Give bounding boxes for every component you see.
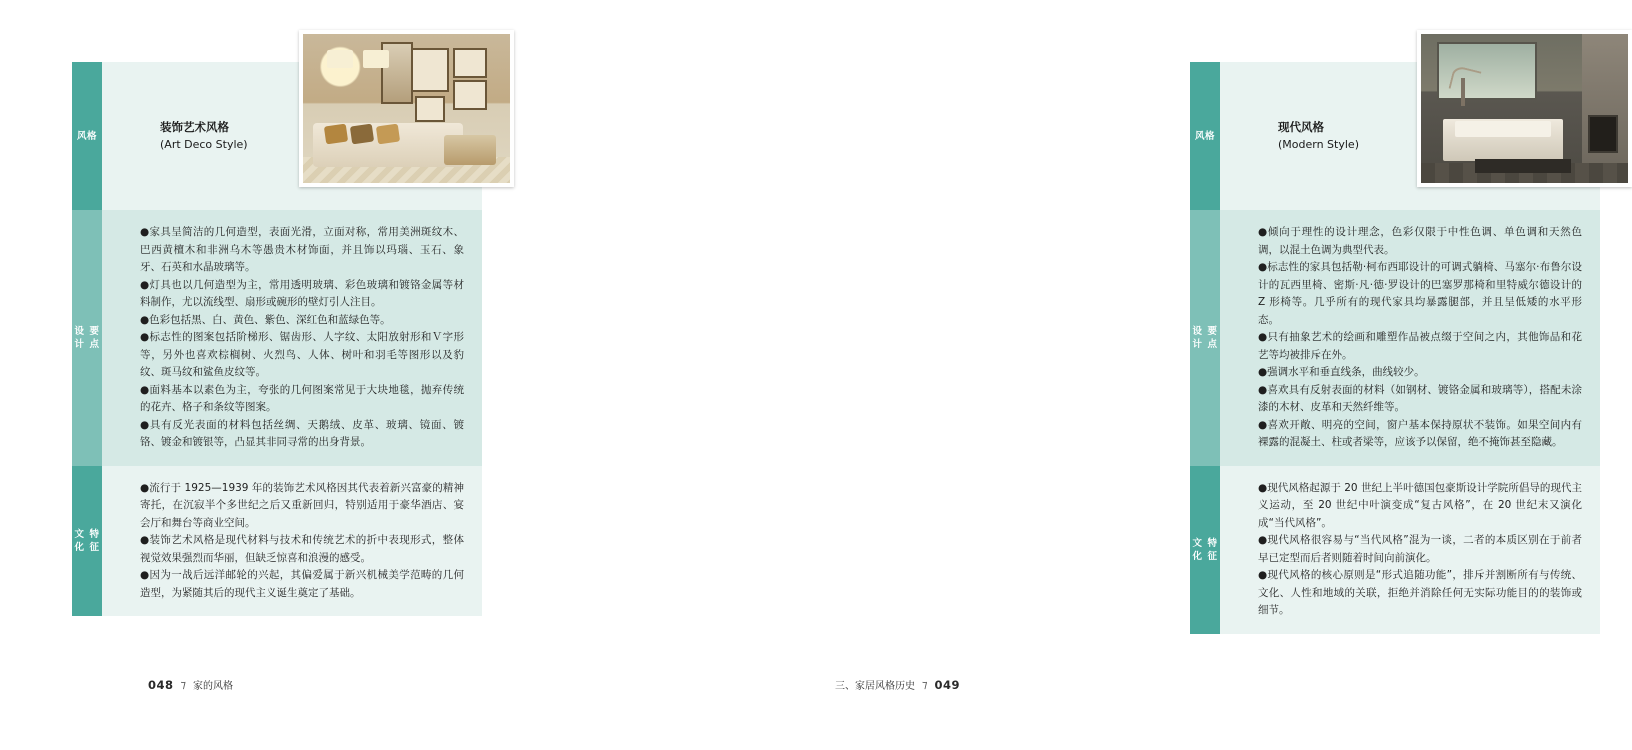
photo-lamp-shape (363, 50, 389, 68)
left-row-design (72, 210, 482, 466)
photo-frame-shape (453, 48, 487, 78)
paragraph: ●因为一战后远洋邮轮的兴起，其偏爱属于新兴机械美学范畴的几何造型，为紧随其后的现代主义诞生奠定了基础。 (140, 569, 464, 599)
right-page-number: 049 (934, 677, 960, 692)
photo-frame-shape (453, 80, 487, 110)
paragraph: ●色彩包括黑、白、黄色、紫色、深红色和蓝绿色等。 (140, 313, 391, 326)
photo-cushion-shape (350, 124, 374, 145)
right-style-table (1190, 62, 1600, 634)
paragraph: ●具有反光表面的材料包括丝绸、天鹅绒、皮革、玻璃、镜面、镀铬、镀金和镀银等，凸显其非同寻常的出身背景。 (140, 418, 464, 448)
paragraph: ●倾向于理性的设计理念，色彩仅限于中性色调、单色调和天然色调，以混土色调为典型代表。 (1258, 226, 1582, 256)
left-culture-paragraphs (102, 466, 482, 617)
photo-cushion-shape (376, 124, 400, 145)
left-style-title-en: (Art Deco Style) (160, 138, 248, 151)
paragraph: ●现代风格的核心原则是“形式追随功能”，排斥并割断所有与传统、文化、人性和地域的关联，拒绝并消除任何无实际功能目的的装饰或细节。 (1258, 569, 1582, 616)
right-row-design-label-line1: 设计 (1192, 325, 1203, 350)
paragraph: ●灯具也以几何造型为主，常用透明玻璃、彩色玻璃和镀铬金属等材料制作，尤以流线型、扇形或碗形的壁灯引人注目。 (140, 278, 464, 308)
right-row-design-label-line2: 要点 (1207, 325, 1218, 350)
footer-ornament-icon: ⁊ (180, 678, 186, 691)
paragraph: ●强调水平和垂直线条，曲线较少。 (1258, 366, 1425, 378)
right-row-style-label (1190, 62, 1220, 210)
paragraph: ●现代风格起源于 20 世纪上半叶德国包豪斯设计学院所倡导的现代主义运动，至 20 世纪中叶演变成“复古风格”，在 20 世纪末又演化成“当代风格”。 (1258, 481, 1582, 529)
left-row-design-content (102, 210, 482, 466)
modern-photo-art (1421, 34, 1628, 183)
modern-photo (1417, 30, 1632, 187)
right-row-culture-label-line2: 特征 (1207, 537, 1218, 562)
paragraph: ●装饰艺术风格是现代材料与技术和传统艺术的折中表现形式，整体视觉效果强烈而华丽，但缺乏惊喜和浪漫的感受。 (140, 534, 464, 564)
left-row-design-label-line2: 要点 (89, 325, 100, 350)
left-row-style-label-text: 风格 (76, 130, 97, 142)
right-style-title (1278, 118, 1359, 154)
left-row-culture-label-line2: 特征 (89, 528, 100, 553)
paragraph: ●面料基本以素色为主，夸张的几何图案常见于大块地毯，抛弃传统的花卉、格子和条纹等图案。 (140, 383, 464, 413)
paragraph: ●喜欢开敞、明亮的空间，窗户基本保持原状不装饰。如果空间内有裸露的混凝土、柱或者梁等，应该予以保留，绝不掩饰甚至隐藏。 (1258, 418, 1582, 448)
right-row-design-label (1190, 210, 1220, 466)
photo-frame-shape (415, 96, 445, 122)
photo-table-shape (444, 135, 496, 165)
left-style-table (72, 62, 482, 616)
paragraph: ●标志性的图案包括阶梯形、锯齿形、人字纹、太阳放射形和Ｖ字形等，另外也喜欢棕榈树、火烈鸟、人体、树叶和羽毛等图形以及豹纹、斑马纹和鲨鱼皮纹等。 (140, 331, 464, 378)
paragraph: ●流行于 1925—1939 年的装饰艺术风格因其代表着新兴富豪的精神寄托，在沉寂半个多世纪之后又重新回归，特别适用于豪华酒店、宴会厅和舞台等商业空间。 (140, 481, 464, 529)
photo-wall-shape (1582, 34, 1628, 183)
art-deco-photo (299, 30, 514, 187)
right-row-culture (1190, 466, 1600, 634)
photo-frame-shape (411, 48, 449, 92)
photo-fireplace-shape (1588, 115, 1618, 153)
right-row-design-content (1220, 210, 1600, 466)
right-row-culture-label-line1: 文化 (1192, 537, 1203, 562)
left-row-culture-label (72, 466, 102, 617)
right-row-style-content (1220, 62, 1600, 210)
right-row-culture-label (1190, 466, 1220, 634)
left-row-culture-label-line1: 文化 (74, 528, 85, 553)
left-row-style (72, 62, 482, 210)
right-style-title-cn: 现代风格 (1278, 120, 1324, 134)
right-footer-chapter: 三、家居风格历史 (835, 681, 916, 692)
photo-cushion-shape (324, 124, 348, 145)
left-style-title (160, 118, 248, 154)
photo-bed-headboard-shape (1455, 121, 1551, 137)
art-deco-photo-art (303, 34, 510, 183)
right-row-style-label-text: 风格 (1194, 130, 1215, 142)
left-row-culture (72, 466, 482, 617)
left-row-design-label (72, 210, 102, 466)
paragraph: ●喜欢具有反射表面的材料（如钢材、镀铬金属和玻璃等），搭配未涂漆的木材、皮革和天然纤维等。 (1258, 383, 1582, 413)
paragraph: ●现代风格很容易与“当代风格”混为一谈，二者的本质区别在于前者早已定型而后者则随着时间向前演化。 (1258, 534, 1582, 564)
right-row-style (1190, 62, 1600, 210)
left-page (0, 0, 554, 750)
right-design-paragraphs (1220, 210, 1600, 466)
left-page-footer (148, 677, 233, 692)
left-row-design-label-line1: 设计 (74, 325, 85, 350)
footer-ornament-icon: ⁊ (922, 678, 928, 691)
left-footer-text: 家的风格 (192, 681, 233, 692)
left-style-title-cn: 装饰艺术风格 (160, 120, 229, 134)
paragraph: ●只有抽象艺术的绘画和雕塑作品被点缀于空间之内，其他饰品和花艺等均被排斥在外。 (1258, 331, 1582, 361)
paragraph: ●家具呈简洁的几何造型，表面光滑，立面对称，常用美洲斑纹木、巴西黄檀木和非洲乌木等愚贵木材饰面，并且饰以玛瑙、玉石、象牙、石英和水晶玻璃等。 (140, 226, 464, 273)
right-row-culture-content (1220, 466, 1600, 634)
left-design-paragraphs (102, 210, 482, 466)
photo-lamp-shape (327, 50, 353, 68)
left-page-number: 048 (148, 677, 174, 692)
left-row-culture-content (102, 466, 482, 617)
right-style-title-en: (Modern Style) (1278, 138, 1359, 151)
right-culture-paragraphs (1220, 466, 1600, 634)
right-page (554, 0, 1582, 750)
paragraph: ●标志性的家具包括勒·柯布西耶设计的可调式躺椅、马塞尔·布鲁尔设计的瓦西里椅、密斯·凡·德·罗设计的巴塞罗那椅和里特威尔德设计的 Z 形椅等。几乎所有的现代家具均暴露腿部，并且呈低矮的水平形态。 (1258, 261, 1582, 326)
photo-table-shape (1475, 159, 1571, 173)
right-row-design (1190, 210, 1600, 466)
right-page-footer (835, 677, 960, 692)
left-row-style-content (102, 62, 482, 210)
left-row-style-label (72, 62, 102, 210)
